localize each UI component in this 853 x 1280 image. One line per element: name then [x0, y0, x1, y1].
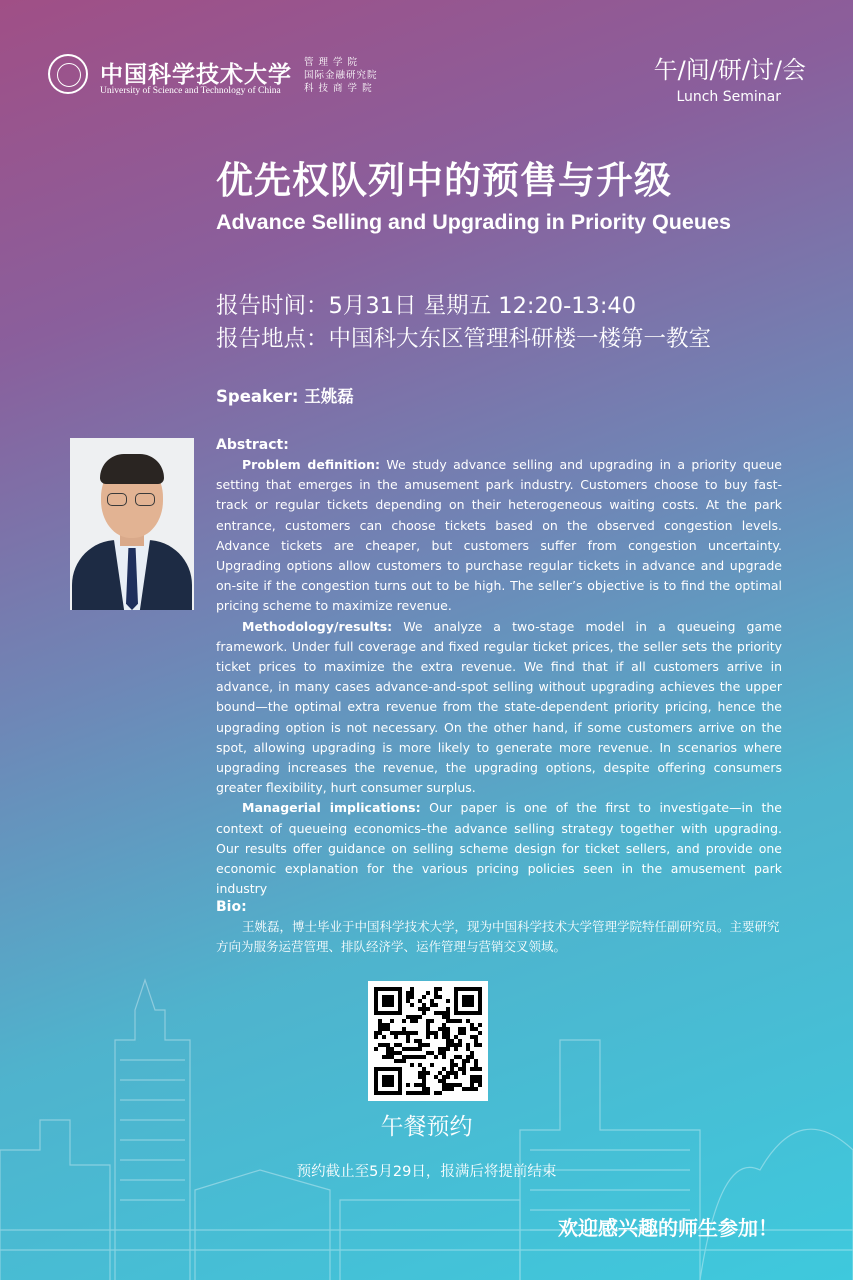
welcome-message: 欢迎感兴趣的师生参加！	[558, 1216, 778, 1240]
speaker-line	[216, 383, 354, 407]
talk-place: 报告地点：中国科大东区管理科研楼一楼第一教室	[216, 326, 712, 352]
lunch-reservation-label: 午餐预约	[380, 1114, 473, 1140]
bio-section	[216, 897, 782, 957]
university-name-cn: 中国科学技术大学	[100, 61, 292, 88]
series-title-en: Lunch Seminar	[676, 89, 781, 105]
abstract-paragraph	[216, 798, 782, 899]
speaker-photo	[70, 438, 194, 610]
seminar-series	[654, 50, 806, 105]
university-seal-icon	[48, 54, 88, 94]
bio-text: 王姚磊，博士毕业于中国科学技术大学，现为中国科学技术大学管理学院特任副研究员。主要研究方向为服务运营管理、排队经济学、运作管理与营销交叉领域。	[216, 919, 780, 954]
university-name-en: University of Science and Technology of China	[100, 86, 281, 96]
talk-title-cn: 优先权队列中的预售与升级	[216, 158, 672, 202]
talk-title-en: Advance Selling and Upgrading in Priority Queues	[216, 210, 731, 234]
lunch-reservation-qr-code[interactable]	[368, 981, 488, 1101]
speaker-label: Speaker:	[216, 387, 299, 406]
bio-heading: Bio:	[216, 899, 247, 915]
paragraph-label: Methodology/results:	[242, 618, 393, 634]
paragraph-label: Problem definition:	[242, 457, 381, 472]
abstract-heading: Abstract:	[216, 437, 289, 453]
paragraph-label: Managerial implications:	[242, 800, 421, 816]
abstract-section	[216, 435, 782, 899]
reservation-deadline: 预约截止至5月29日，报满后将提前结束	[296, 1164, 557, 1180]
school-line: 管 理 学 院	[304, 57, 359, 68]
paragraph-text: We study advance selling and upgrading in a priority queue setting that emerges in the amusement park industry. Customers choose to buy fast-track or regular tickets depending on their heterogeneous waiting costs. At the park entrance, customers can choose tickets based on the observed congestion levels. Advance tickets are cheaper, but customers suffer from congestion uncertainty. Upgrading options allow customers to purchase regular tickets in advance and upgrade on-site if the congestion turns out to be high. The seller’s objective is to find the optimal pricing scheme to maximize revenue.	[216, 457, 782, 614]
talk-time: 报告时间：5月31日 星期五 12:20-13:40	[216, 293, 637, 319]
paragraph-text: We analyze a two-stage model in a queueing game framework. Under full coverage and fixed regular ticket prices, the seller sets the priority ticket prices to maximize the extra revenue. We find that if all customers arrive in advance, in many cases advance-and-spot selling without upgrading achieves the upper bound—the optimal extra revenue from the state-dependent priority pricing, hence the upgrading option is not necessary. On the other hand, if some customers arrive on the spot, allowing upgrading is more likely to generate more revenue. In scenarios where upgrading increases the revenue, the upgrading options, despite offering consumers greater flexibility, hurt consumer surplus.	[216, 618, 782, 796]
school-names	[304, 56, 378, 95]
series-title-cn: 午/间/研/讨/会	[653, 56, 806, 84]
school-line: 国际金融研究院	[304, 70, 378, 81]
speaker-name: 王姚磊	[304, 387, 354, 406]
paragraph-text: Our paper is one of the first to investigate—in the context of queueing economics–the advance selling strategy together with upgrading. Our results offer guidance on selling scheme design for ticket sellers, and provide one economic explanation for the various pricing policies seen in the amusement park industry	[216, 800, 782, 897]
abstract-paragraph	[216, 617, 782, 799]
school-line: 科 技 商 学 院	[304, 83, 373, 94]
abstract-paragraph	[216, 455, 782, 617]
